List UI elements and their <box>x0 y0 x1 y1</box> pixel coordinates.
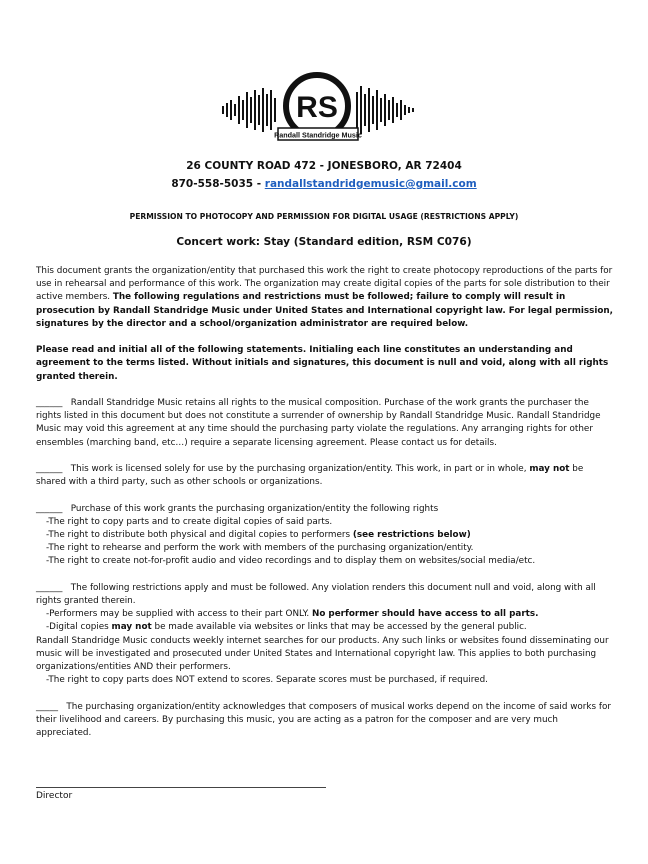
work-title: Concert work: Stay (Standard edition, RSM C076) <box>176 236 472 248</box>
right-item <box>36 530 471 540</box>
statement-2-text: This work is licensed solely for use by the purchasing organization/entity. This work, in part or in whole, <box>70 464 530 474</box>
restriction-bold: may not <box>111 622 152 633</box>
statement-2-bold: may not <box>529 464 570 474</box>
right-item: -The right to rehearse and perform the work with members of the purchasing organization/entity. <box>46 543 474 554</box>
instructions-paragraph <box>36 344 616 384</box>
contact-separator: - <box>253 178 265 190</box>
intro-bold-text: The following regulations and restrictions must be followed; failure to comply will result in prosecution by Randall Standridge Music under United States and International copyright law. For legal permission, signatures by the director and a school/organization administrator are required below. <box>36 292 614 329</box>
statement-5 <box>36 701 616 741</box>
restriction-text: -Performers may be supplied with access to their part ONLY. <box>46 609 312 620</box>
initial-blank-4[interactable]: ______ <box>36 582 63 593</box>
initial-blank-2[interactable]: ______ <box>36 464 63 474</box>
restriction-continuation: Randall Standridge Music conducts weekly internet searches for our products. Any such links or websites found disseminating our music will be investigated and prosecuted under United States and International copyright law. This applies to both purchasing organizations/entities AND their performers. <box>36 635 609 673</box>
director-signature-line[interactable] <box>36 787 326 788</box>
statement-2 <box>36 463 616 489</box>
initial-blank-5[interactable]: _____ <box>36 701 58 712</box>
email-link[interactable]: randallstandridgemusic@gmail.com <box>264 178 477 190</box>
phone-number: 870-558-5035 <box>171 178 254 190</box>
statement-3 <box>36 503 616 569</box>
statement-3-lead: Purchase of this work grants the purchasing organization/entity the following rights <box>70 503 439 514</box>
director-signature-label: Director <box>36 791 73 801</box>
statement-1 <box>36 397 616 450</box>
initial-blank-3[interactable]: ______ <box>36 503 63 514</box>
initial-blank-1[interactable]: ______ <box>36 398 63 408</box>
right-item-text: -The right to distribute both physical and digital copies to performers <box>46 530 353 540</box>
sound-wave-left-icon <box>222 88 276 132</box>
document-body <box>36 265 616 753</box>
statement-4 <box>36 582 616 688</box>
instructions-text: Please read and initial all of the following statements. Initialing each line constitutes an understanding and agreement to the terms listed. Without initials and signatures, this document is null and void, along with all rights granted therein. <box>36 345 609 382</box>
statement-5-text: The purchasing organization/entity acknowledges that composers of musical works depend on the income of said works for their livelihood and careers. By purchasing this music, you are acting as a patron for the composer and are very much appreciated. <box>36 701 611 739</box>
intro-text: This document grants the organization/entity that purchased this work the right to create photocopy reproductions of the parts for use in rehearsal and performance of this work. The organization may create digital copies of the parts for sole distribution to their active members. <box>36 266 613 303</box>
restriction-item <box>36 622 527 632</box>
rs-logo <box>220 70 420 150</box>
statement-2-end: be shared with a third party, such as other schools or organizations. <box>36 464 584 488</box>
statement-1-text: Randall Standridge Music retains all rights to the musical composition. Purchase of the work grants the purchaser the rights listed in this document but does not constitute a surrender of ownership by Randall Standridge Music. Randall Standridge Music may void this agreement at any time should the purchasing party violate the regulations. Any arranging rights for other ensembles (marching band, etc…) require a separate licensing agreement. Please contact us for details. <box>36 398 601 448</box>
restriction-text: be made available via websites or links that may be accessed by the general public. <box>151 622 527 633</box>
contact-line <box>0 178 648 190</box>
restriction-bold: No performer should have access to all parts. <box>311 609 539 620</box>
logo-initials: RS <box>296 91 338 124</box>
right-item: -The right to copy parts and to create digital copies of said parts. <box>46 516 333 527</box>
restriction-text: -Digital copies <box>46 622 112 633</box>
intro-paragraph <box>36 265 616 331</box>
right-item-bold: (see restrictions below) <box>352 530 471 540</box>
restriction-item: -The right to copy parts does NOT extend to scores. Separate scores must be purchased, if required. <box>46 675 488 686</box>
sound-wave-right-icon <box>356 86 414 134</box>
restriction-item <box>36 609 538 619</box>
right-item: -The right to create not-for-profit audio and video recordings and to display them on websites/social media/etc. <box>46 556 536 567</box>
address-line: 26 COUNTY ROAD 472 - JONESBORO, AR 72404 <box>186 160 462 172</box>
logo-name: Randall Standridge Music <box>274 130 362 140</box>
statement-4-lead: The following restrictions apply and must be followed. Any violation renders this document null and void, along with all rights granted therein. <box>36 582 596 606</box>
permission-heading: PERMISSION TO PHOTOCOPY AND PERMISSION FOR DIGITAL USAGE (RESTRICTIONS APPLY) <box>129 212 519 221</box>
